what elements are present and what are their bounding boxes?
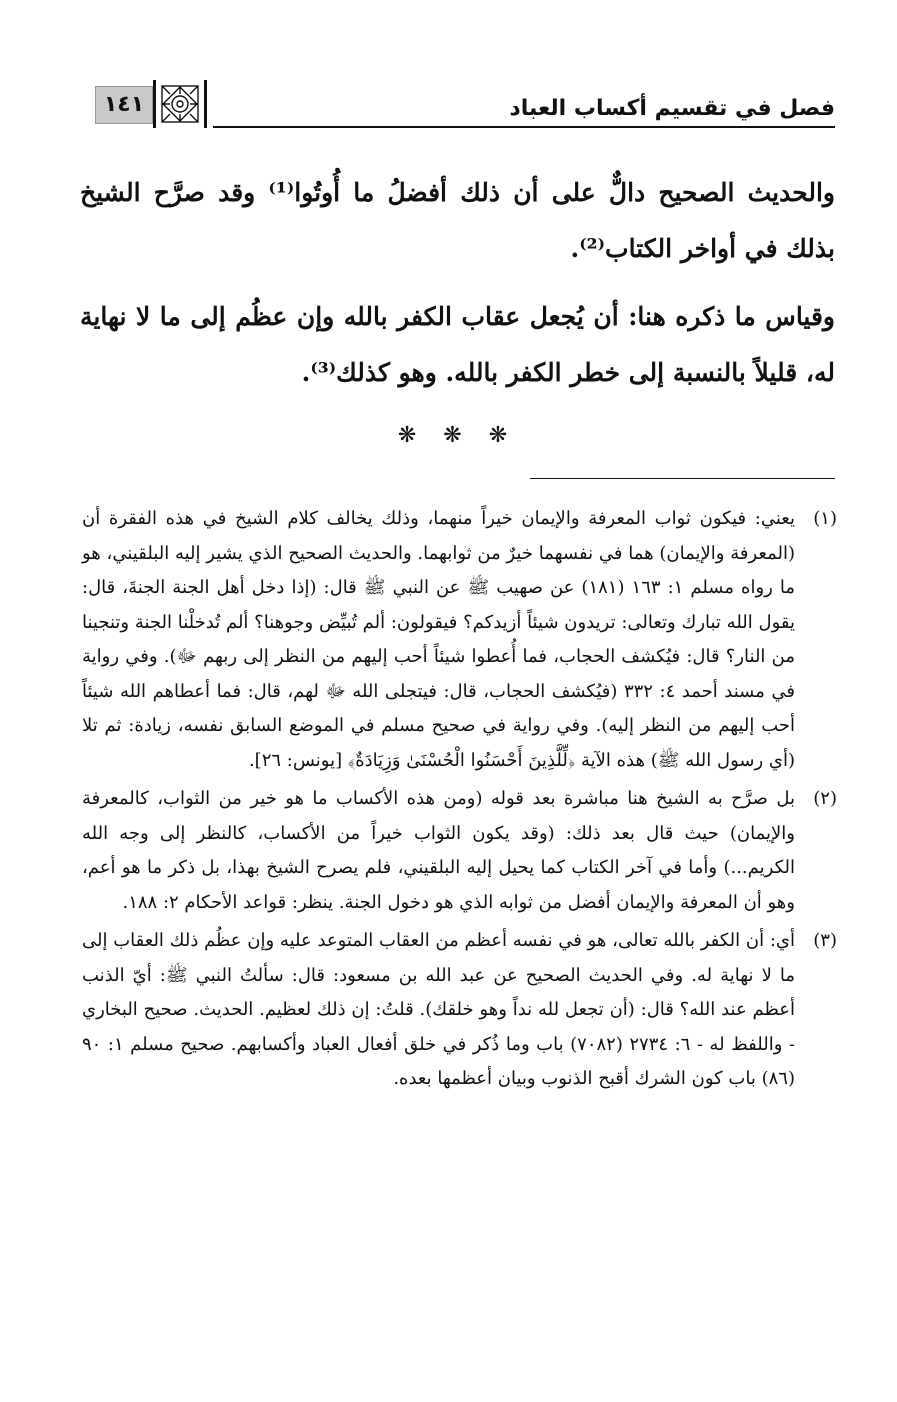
chapter-title: فصل في تقسيم أكساب العباد (509, 96, 835, 121)
ornament-icon (153, 80, 207, 128)
page-header (95, 80, 835, 132)
footnote-number: (١) (813, 508, 837, 529)
footnote-text: أي: أن الكفر بالله تعالى، هو في نفسه أعظم من العقاب المتوعد عليه وإن عظُم ذلك العقاب إلى ما لا نهاية له. وفي الحديث الصحيح عن عبد الله بن مسعود: قال: سألتُ النبي ﷺ: أيّ الذنب أعظم عند الله؟ قال: (أن تجعل لله نداً وهو خلقك). قلتُ: إن ذلك لعظيم. الحديث. صحيح البخاري - واللفظ له - ٦: ٢٧٣٤ (٧٠٨٢) باب وما ذُكر في خلق أفعال العباد وأكسابهم. صحيح مسلم ١: ٩٠ (٨٦) باب كون الشرك أقبح الذنوب وبيان أعظمها بعده. (82, 930, 796, 1089)
footnote-number: (٢) (813, 788, 837, 809)
page-number: ١٤١ (95, 86, 153, 124)
main-text (80, 165, 835, 448)
footnote-text: يعني: فيكون ثواب المعرفة والإيمان خيراً منهما، وذلك يخالف كلام الشيخ في هذه الفقرة أن (المعرفة والإيمان) هما في نفسهما خيرٌ من ثوابهما. والحديث الصحيح الذي يشير إليه البلقيني، هو ما رواه مسلم ١: ١٦٣ (١٨١) عن صهيب ﷺ عن النبي ﷺ قال: (إذا دخل أهل الجنة الجنةَ، قال: يقول الله تبارك وتعالى: تريدون شيئاً أزيدكم؟ فيقولون: ألم تُبيِّض وجوهنا؟ ألم تُدخلْنا الجنة وتنجينا من النار؟ قال: فيُكشف الحجاب، فما أُعطوا شيئاً أحب إليهم من النظر إلى ربهم ﷻ). وفي رواية في مسند أحمد ٤: ٣٣٢ (فيُكشف الحجاب، قال: فيتجلى الله ﷻ لهم، قال: فما أعطاهم الله شيئاً أحب إليهم من النظر إليه). وفي رواية في صحيح مسلم في الموضع السابق نفسه، زيادة: ثم تلا (أي رسول الله ﷺ) هذه الآية ﴿لِّلَّذِينَ أَحْسَنُوا الْحُسْنَىٰ وَزِيَادَةٌ﴾ [يونس: ٢٦]. (82, 508, 796, 771)
footnotes (82, 502, 837, 1101)
footnote (82, 924, 837, 1097)
paragraph: وقياس ما ذكره هنا: أن يُجعل عقاب الكفر بالله وإن عظُم إلى ما لا نهاية له، قليلاً بالنسبة إلى خطر الكفر بالله. وهو كذلك⁽³⁾. (80, 302, 835, 387)
footnote-text: بل صرَّح به الشيخ هنا مباشرة بعد قوله (ومن هذه الأكساب ما هو خير من الثواب، كالمعرفة والإيمان) حيث قال بعد ذلك: (وقد يكون الثواب خيراً من الأكساب، كالنظر إلى وجه الله الكريم...) وأما في آخر الكتاب كما يحيل إليه البلقيني، فلم يصرح الشيخ بهذا، بل ذكر ما هو أعم، وهو أن المعرفة والإيمان أفضل من ثوابه الذي هو دخول الجنة. ينظر: قواعد الأحكام ٢: ١٨٨. (82, 788, 795, 913)
footnote-divider (530, 478, 835, 479)
paragraph: والحديث الصحيح دالٌّ على أن ذلك أفضلُ ما أُوتُوا⁽¹⁾ وقد صرَّح الشيخ بذلك في أواخر الكتاب⁽²⁾. (80, 178, 835, 263)
footnote-number: (٣) (813, 930, 837, 951)
header-rule (213, 126, 835, 128)
footnote (82, 782, 837, 920)
footnote (82, 502, 837, 778)
section-separator: ❋ ❋ ❋ (397, 423, 518, 448)
